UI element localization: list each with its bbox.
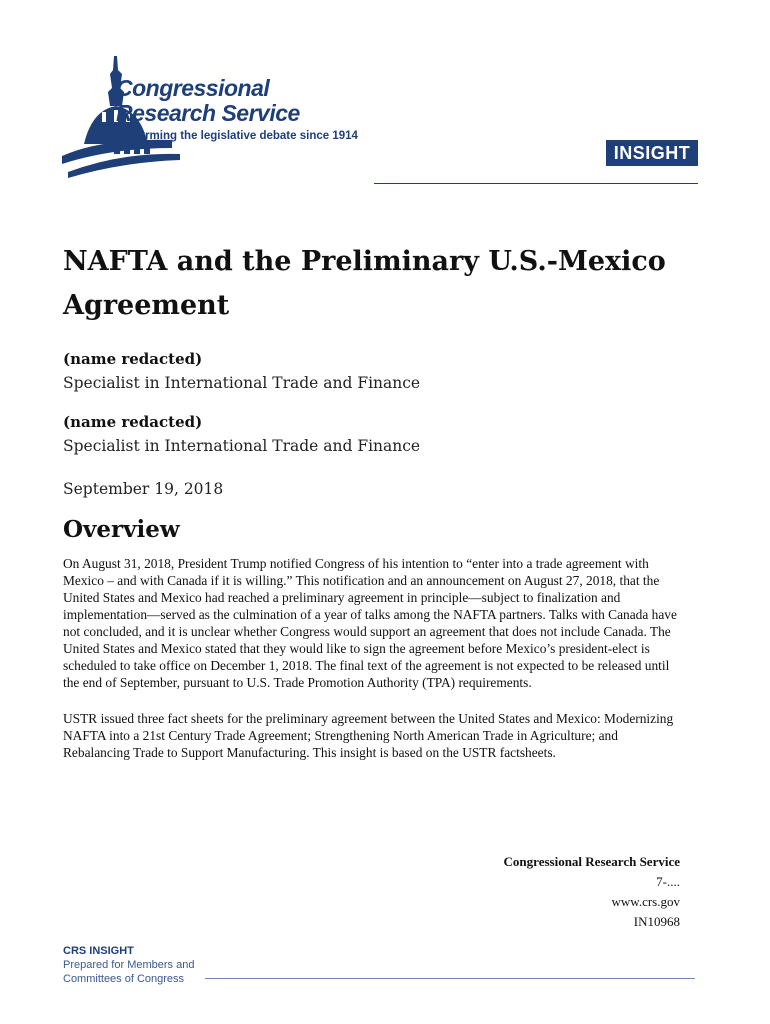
- footer-org-name: Congressional Research Service: [503, 854, 680, 869]
- footer-contact-block: [504, 852, 680, 932]
- crs-insight-footer: [63, 944, 194, 986]
- author-name-1: (name redacted): [63, 350, 203, 368]
- footer-prepared-line1: Prepared for Members and: [63, 959, 195, 971]
- org-tagline: Informing the legislative debate since 1914: [124, 130, 358, 142]
- body-paragraph-2: USTR issued three fact sheets for the preliminary agreement between the United States and Mexico: Modernizing NAFTA into a 21st Century Trade Agreement; Strengthening North American Trade in Agriculture; and Rebalancing Trade to Support Manufacturing. This insight is based on the USTR factsheets.: [63, 711, 674, 760]
- author-role-1: Specialist in International Trade and Finance: [63, 374, 421, 392]
- body-paragraph-1: On August 31, 2018, President Trump notified Congress of his intention to “enter into a trade agreement with Mexico – and with Canada if it is willing.” This notification and an announcement on August 27, 2018, that the United States and Mexico had reached a preliminary agreement in principle—subject to finalization and implementation—served as the culmination of a year of talks among the NAFTA partners. Talks with Canada have not concluded, and it is unclear whether Congress would support an agreement that does not include Canada. The United States and Mexico stated that they would like to sign the agreement before Mexico’s president-elect is scheduled to take office on December 1, 2018. The final text of the agreement is not expected to be released until the end of September, pursuant to U.S. Trade Promotion Authority (TPA) requirements.: [63, 556, 677, 690]
- author-role-2: Specialist in International Trade and Finance: [63, 437, 421, 455]
- tagline-rule: [374, 183, 698, 184]
- section-heading-overview: Overview: [63, 516, 180, 543]
- footer-website[interactable]: www.crs.gov: [611, 894, 680, 909]
- insight-badge: INSIGHT: [606, 140, 698, 166]
- footer-insight-label: CRS INSIGHT: [63, 945, 134, 957]
- org-name-line2: Research Service: [116, 100, 300, 126]
- document-title: NAFTA and the Preliminary U.S.-Mexico Agreement: [63, 246, 666, 321]
- footer-prepared-line2: Committees of Congress: [63, 973, 185, 985]
- footer-report-id: IN10968: [633, 914, 680, 929]
- footer-rule: [205, 978, 695, 979]
- org-name-line1: Congressional: [116, 75, 270, 101]
- author-name-2: (name redacted): [63, 413, 203, 431]
- footer-phone: 7-....: [656, 874, 680, 889]
- document-date: September 19, 2018: [63, 480, 224, 498]
